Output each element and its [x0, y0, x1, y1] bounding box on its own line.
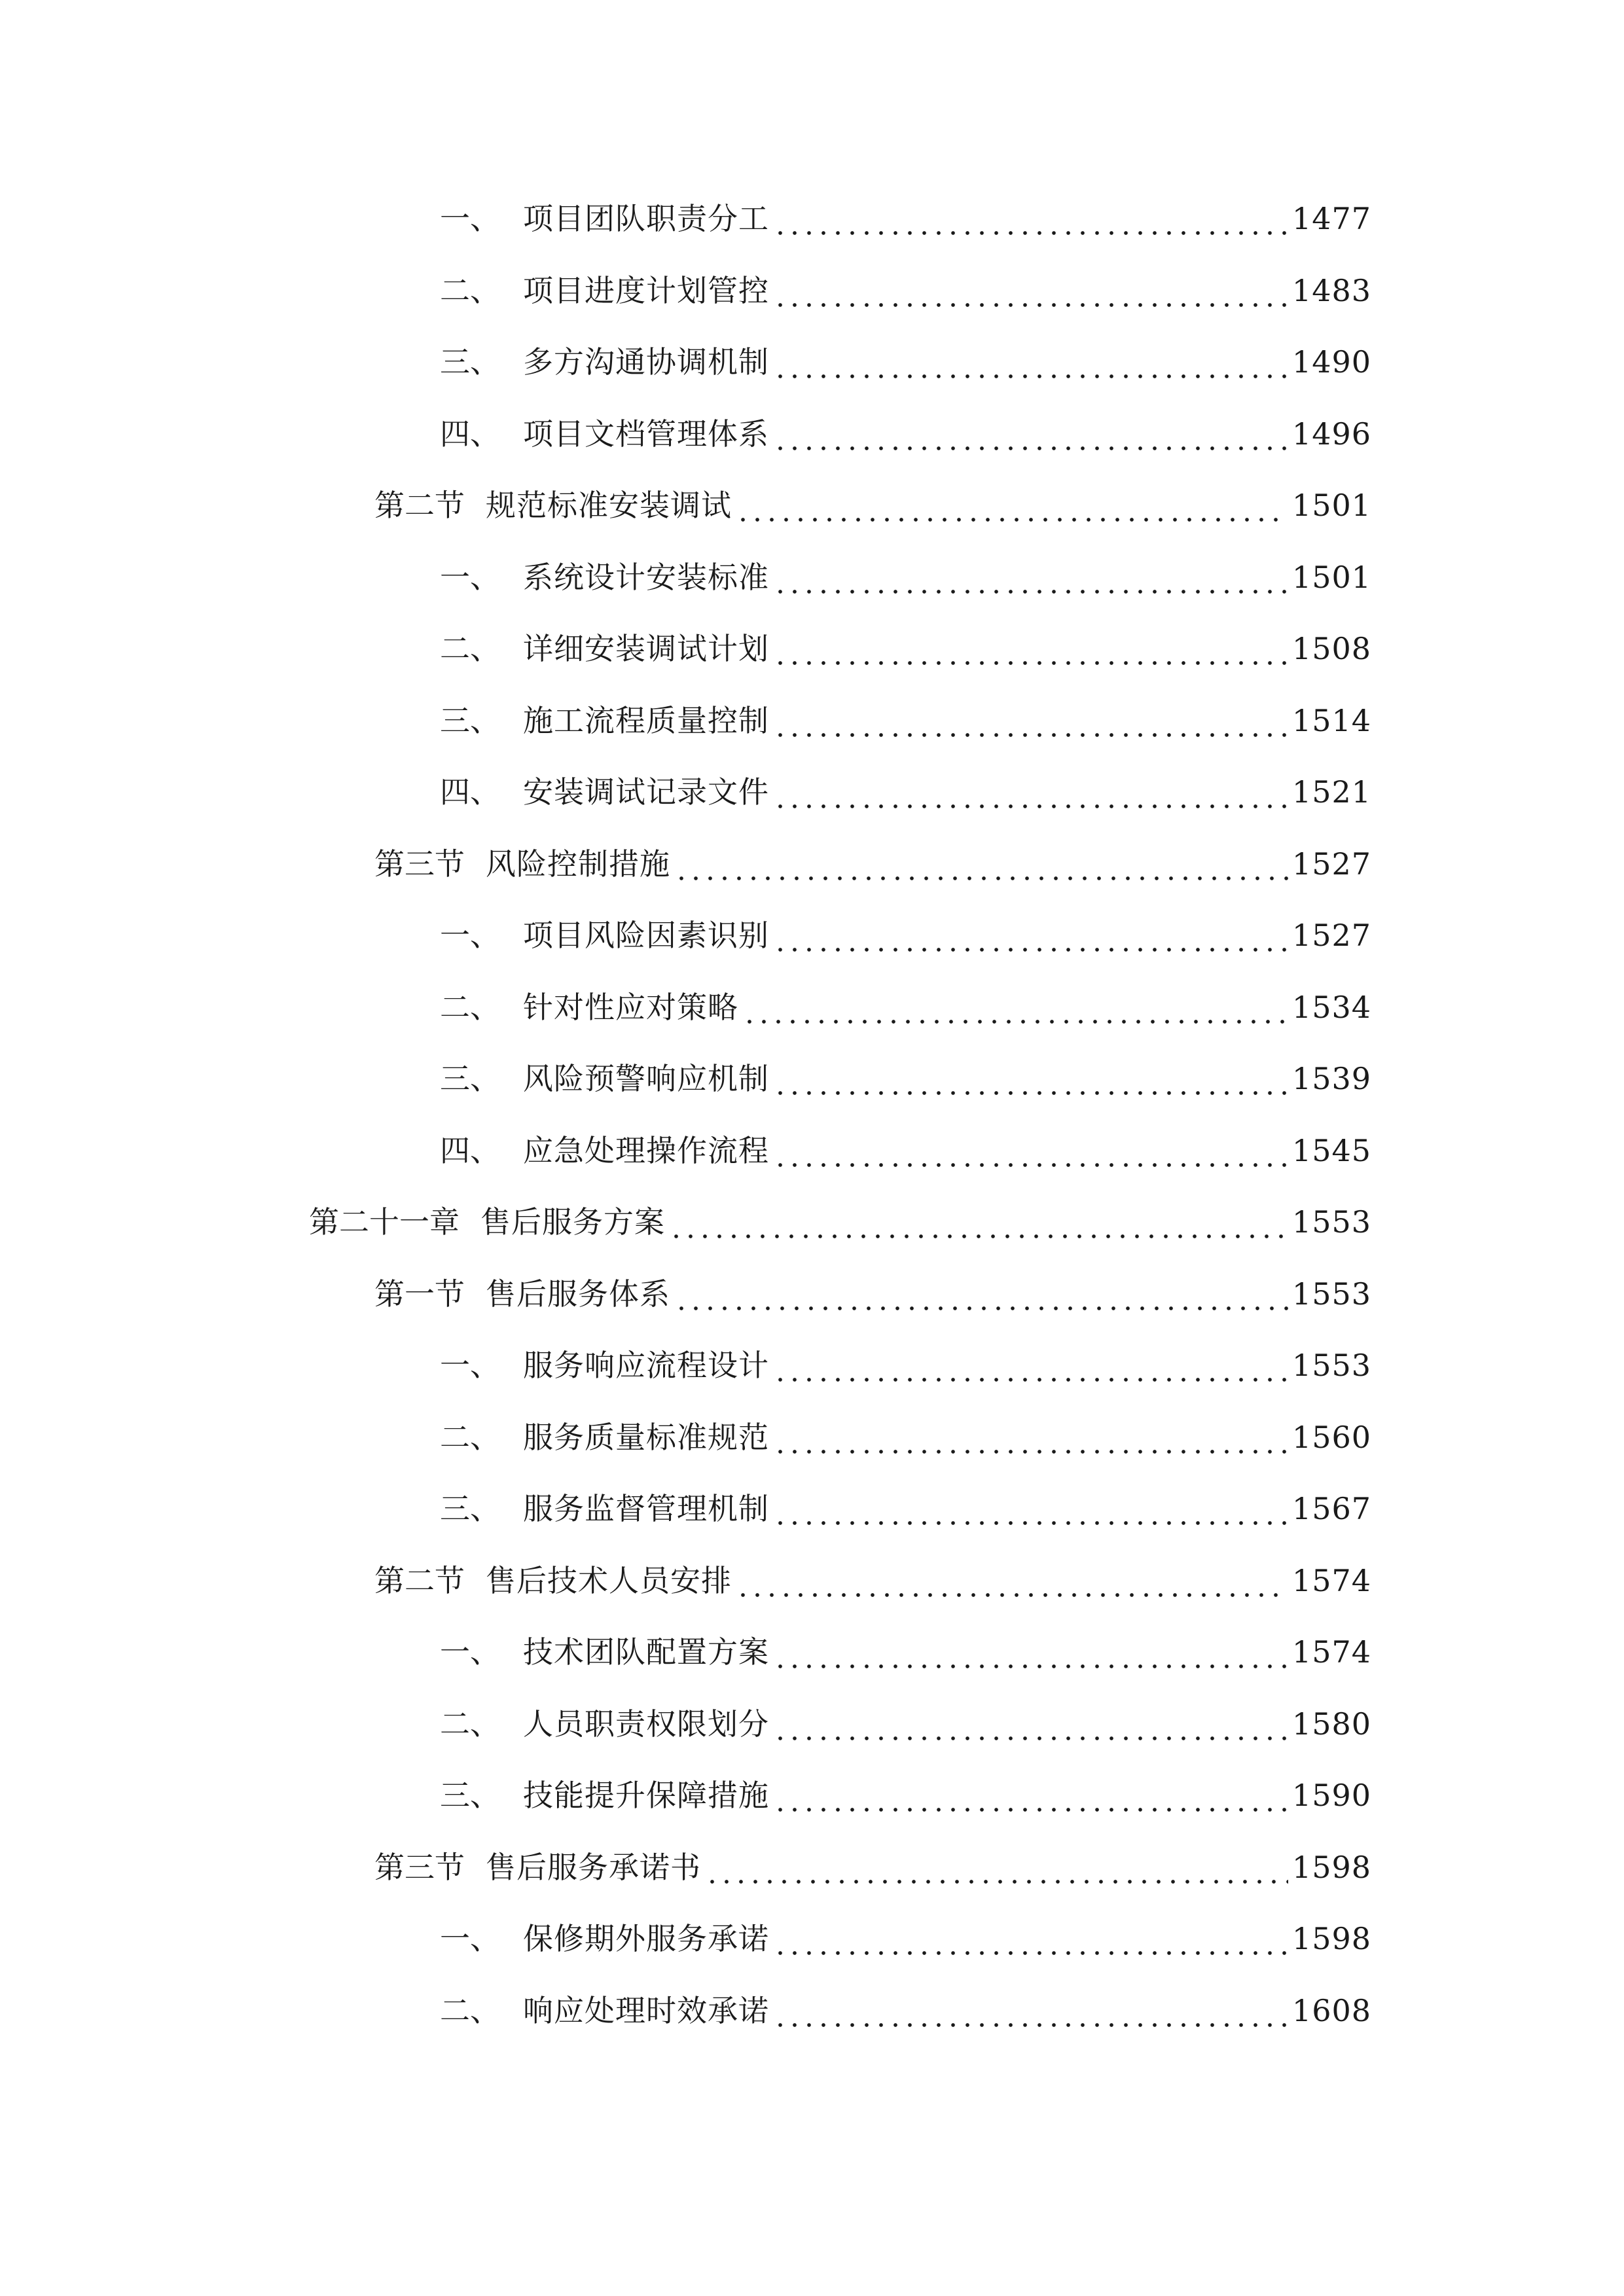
toc-entry[interactable] — [440, 771, 1371, 813]
toc-entry-page-number: 1574 — [1291, 1562, 1371, 1598]
toc-entry-page-number: 1501 — [1291, 488, 1371, 523]
toc-entry-title: 服务质量标准规范 — [523, 1419, 769, 1455]
toc-entry-page-number: 1483 — [1291, 272, 1371, 308]
toc-entry-title: 售后服务方案 — [480, 1204, 665, 1240]
toc-entry-number: 四、 — [440, 774, 500, 810]
toc-dot-leader — [773, 771, 1288, 813]
toc-entry-page-number: 1560 — [1291, 1419, 1371, 1455]
toc-entry-page-number: 1508 — [1291, 631, 1371, 666]
toc-entry-title: 售后技术人员安排 — [486, 1562, 732, 1598]
toc-entry-page-number: 1580 — [1291, 1706, 1371, 1742]
toc-entry-number: 第三节 — [374, 1849, 465, 1885]
toc-entry-number: 一、 — [440, 1921, 500, 1956]
toc-entry-page-number: 1598 — [1291, 1921, 1371, 1956]
toc-entry-page-number: 1598 — [1291, 1849, 1371, 1885]
toc-dot-leader — [773, 341, 1288, 383]
toc-entry-page-number: 1539 — [1291, 1061, 1371, 1096]
toc-entry-number: 一、 — [440, 1634, 500, 1670]
toc-entry-number: 第一节 — [374, 1276, 465, 1312]
toc-entry[interactable] — [440, 1130, 1371, 1172]
toc-entry-number: 二、 — [440, 631, 500, 666]
toc-entry-page-number: 1574 — [1291, 1634, 1371, 1670]
toc-entry-number: 二、 — [440, 1706, 500, 1742]
toc-entry-number: 一、 — [440, 201, 500, 236]
toc-entry-page-number: 1514 — [1291, 702, 1371, 738]
toc-entry-title: 系统设计安装标准 — [523, 559, 769, 595]
toc-dot-leader — [736, 484, 1288, 526]
toc-entry[interactable] — [440, 198, 1371, 240]
toc-entry-page-number: 1501 — [1291, 559, 1371, 595]
toc-entry-page-number: 1567 — [1291, 1491, 1371, 1526]
toc-entry[interactable] — [374, 843, 1371, 885]
toc-entry-title: 售后服务承诺书 — [486, 1849, 701, 1885]
toc-dot-leader — [773, 1990, 1288, 2032]
toc-entry-number: 第二节 — [374, 488, 465, 523]
toc-entry-page-number: 1553 — [1291, 1348, 1371, 1383]
toc-entry[interactable] — [440, 1488, 1371, 1530]
toc-entry[interactable] — [440, 628, 1371, 670]
toc-entry-title: 项目风险因素识别 — [523, 918, 769, 953]
toc-entry-title: 项目文档管理体系 — [523, 416, 769, 452]
toc-entry-page-number: 1527 — [1291, 918, 1371, 953]
toc-entry-title: 售后服务体系 — [486, 1276, 670, 1312]
toc-entry[interactable] — [309, 1201, 1371, 1243]
toc-dot-leader — [669, 1201, 1288, 1243]
toc-dot-leader — [773, 1703, 1288, 1745]
toc-entry-page-number: 1477 — [1291, 201, 1371, 236]
toc-entry[interactable] — [440, 413, 1371, 455]
toc-entry[interactable] — [440, 1918, 1371, 1960]
toc-entry-number: 一、 — [440, 1348, 500, 1383]
toc-entry[interactable] — [440, 1416, 1371, 1458]
toc-dot-leader — [773, 1130, 1288, 1172]
toc-entry[interactable] — [440, 1344, 1371, 1386]
toc-entry-number: 第二十一章 — [309, 1204, 460, 1240]
toc-entry-title: 风险预警响应机制 — [523, 1061, 769, 1096]
toc-entry-title: 人员职责权限划分 — [523, 1706, 769, 1742]
toc-dot-leader — [773, 556, 1288, 598]
toc-dot-leader — [773, 1488, 1288, 1530]
toc-entry-title: 服务监督管理机制 — [523, 1491, 769, 1526]
toc-entry-title: 技能提升保障措施 — [523, 1778, 769, 1813]
toc-dot-leader — [773, 1918, 1288, 1960]
toc-dot-leader — [736, 1560, 1288, 1602]
toc-entry[interactable] — [440, 1990, 1371, 2032]
toc-entry-number: 二、 — [440, 1992, 500, 2028]
toc-dot-leader — [773, 1631, 1288, 1673]
toc-dot-leader — [674, 843, 1288, 885]
toc-entry[interactable] — [374, 484, 1371, 526]
toc-dot-leader — [705, 1846, 1288, 1888]
toc-dot-leader — [773, 1058, 1288, 1100]
toc-entry[interactable] — [440, 1703, 1371, 1745]
toc-entry-page-number: 1490 — [1291, 344, 1371, 380]
toc-entry-title: 项目团队职责分工 — [523, 201, 769, 236]
toc-entry-title: 技术团队配置方案 — [523, 1634, 769, 1670]
toc-entry-page-number: 1553 — [1291, 1276, 1371, 1312]
toc-entry-title: 安装调试记录文件 — [523, 774, 769, 810]
toc-entry-number: 一、 — [440, 559, 500, 595]
toc-dot-leader — [773, 1344, 1288, 1386]
toc-entry-title: 应急处理操作流程 — [523, 1132, 769, 1168]
toc-entry[interactable] — [374, 1846, 1371, 1888]
toc-dot-leader — [773, 628, 1288, 670]
toc-entry-title: 服务响应流程设计 — [523, 1348, 769, 1383]
toc-dot-leader — [773, 914, 1288, 956]
toc-dot-leader — [773, 413, 1288, 455]
toc-entry-number: 三、 — [440, 702, 500, 738]
toc-dot-leader — [773, 1774, 1288, 1816]
toc-entry-title: 风险控制措施 — [486, 846, 670, 882]
toc-dot-leader — [773, 1416, 1288, 1458]
toc-entry-number: 二、 — [440, 272, 500, 308]
toc-entry-number: 四、 — [440, 416, 500, 452]
toc-dot-leader — [773, 270, 1288, 312]
toc-entry-page-number: 1590 — [1291, 1778, 1371, 1813]
toc-entry-page-number: 1534 — [1291, 989, 1371, 1025]
toc-entry-page-number: 1521 — [1291, 774, 1371, 810]
toc-dot-leader — [773, 700, 1288, 742]
toc-entry[interactable] — [440, 1058, 1371, 1100]
toc-entry[interactable] — [440, 914, 1371, 956]
toc-entry-number: 三、 — [440, 1061, 500, 1096]
toc-entry-title: 施工流程质量控制 — [523, 702, 769, 738]
toc-entry-title: 项目进度计划管控 — [523, 272, 769, 308]
toc-entry-title: 响应处理时效承诺 — [523, 1992, 769, 2028]
toc-entry-number: 三、 — [440, 344, 500, 380]
toc-entry-number: 三、 — [440, 1778, 500, 1813]
toc-dot-leader — [674, 1273, 1288, 1315]
toc-entry[interactable] — [440, 556, 1371, 598]
toc-entry[interactable] — [440, 270, 1371, 312]
toc-entry-title: 多方沟通协调机制 — [523, 344, 769, 380]
toc-entry-number: 第三节 — [374, 846, 465, 882]
toc-entry[interactable] — [440, 1631, 1371, 1673]
toc-entry-number: 一、 — [440, 918, 500, 953]
toc-entry-page-number: 1496 — [1291, 416, 1371, 452]
toc-entry[interactable] — [440, 1774, 1371, 1816]
toc-entry-title: 详细安装调试计划 — [523, 631, 769, 666]
toc-entry-page-number: 1553 — [1291, 1204, 1371, 1240]
toc-entry-page-number: 1608 — [1291, 1992, 1371, 2028]
toc-entry-page-number: 1545 — [1291, 1132, 1371, 1168]
toc-dot-leader — [742, 986, 1288, 1028]
toc-entry-page-number: 1527 — [1291, 846, 1371, 882]
toc-entry-number: 三、 — [440, 1491, 500, 1526]
toc-entry-number: 二、 — [440, 989, 500, 1025]
toc-dot-leader — [773, 198, 1288, 240]
toc-entry[interactable] — [440, 341, 1371, 383]
toc-entry[interactable] — [440, 986, 1371, 1028]
toc-entry[interactable] — [440, 700, 1371, 742]
toc-entry-title: 规范标准安装调试 — [486, 488, 732, 523]
toc-entry[interactable] — [374, 1273, 1371, 1315]
toc-entry-title: 针对性应对策略 — [523, 989, 738, 1025]
toc-entry-title: 保修期外服务承诺 — [523, 1921, 769, 1956]
toc-entry[interactable] — [374, 1560, 1371, 1602]
toc-entry-number: 第二节 — [374, 1562, 465, 1598]
toc-entry-number: 二、 — [440, 1419, 500, 1455]
toc-entry-number: 四、 — [440, 1132, 500, 1168]
